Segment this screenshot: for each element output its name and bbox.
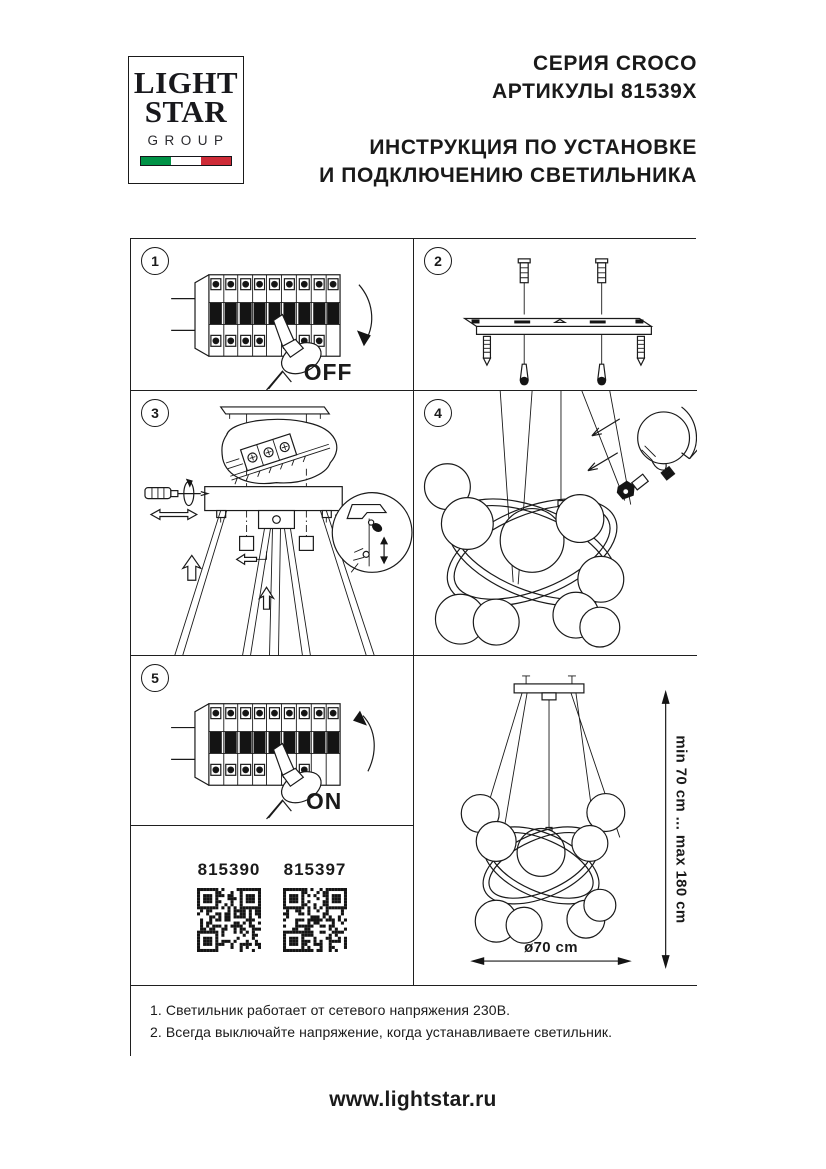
step2-number: 2 xyxy=(424,247,452,275)
logo-star: STAR xyxy=(144,93,228,129)
off-label: OFF xyxy=(303,359,353,386)
step4-panel xyxy=(414,391,697,656)
qr-item-left xyxy=(197,860,261,952)
step4-chandelier-drawing xyxy=(414,391,697,655)
series-title: СЕРИЯ CROCO xyxy=(533,52,697,75)
step3-number: 3 xyxy=(141,399,169,427)
italian-flag-icon xyxy=(140,156,232,166)
qr-panel xyxy=(131,826,414,986)
screwdriver-icon xyxy=(145,479,208,506)
up-arrow-icon xyxy=(183,555,201,580)
articles-title: АРТИКУЛЫ 81539X xyxy=(492,79,697,103)
instruction-title-line2: И ПОДКЛЮЧЕНИЮ СВЕТИЛЬНИКА xyxy=(319,164,697,188)
lightstar-logo xyxy=(128,56,244,184)
lamp-socket-icon xyxy=(617,474,648,499)
dowel-left-icon xyxy=(518,259,530,315)
left-arrow-icon xyxy=(237,554,257,564)
diameter-label: ø70 cm xyxy=(524,939,578,957)
step3-panel xyxy=(131,391,414,656)
dimensions-panel xyxy=(414,656,697,986)
qr-code-right xyxy=(283,888,347,952)
height-dimension xyxy=(662,690,690,969)
step1-breaker-off-drawing xyxy=(131,239,413,390)
logo-group: GROUP xyxy=(147,133,230,149)
glass-sphere-icon xyxy=(638,412,690,464)
notes-panel xyxy=(131,986,697,1057)
website-url: www.lightstar.ru xyxy=(329,1088,497,1111)
flag-red xyxy=(201,157,231,165)
instruction-grid xyxy=(130,238,696,1056)
slide-arrow-icon xyxy=(151,510,197,520)
step5-breaker-on-drawing xyxy=(131,656,413,825)
instruction-title-line1: ИНСТРУКЦИЯ ПО УСТАНОВКЕ xyxy=(369,136,697,160)
step4-number: 4 xyxy=(424,399,452,427)
end-screw-left-icon xyxy=(483,336,490,365)
diameter-dimension xyxy=(470,939,632,965)
note-2: 2. Всегда выключайте напряжение, когда устанавливаете светильник. xyxy=(150,1024,613,1041)
end-screw-right-icon xyxy=(637,336,644,365)
qr-code-left-label: 815390 xyxy=(197,859,261,879)
screw-left-icon xyxy=(520,334,529,385)
note-1: 1. Светильник работает от сетевого напряжения 230В. xyxy=(150,1002,511,1018)
screw-right-icon xyxy=(597,334,606,385)
step5-panel xyxy=(131,656,414,826)
step3-assembly-drawing xyxy=(131,391,413,655)
insert-arrow2-icon xyxy=(588,453,618,471)
on-label: ON xyxy=(306,788,343,815)
dimensions-drawing xyxy=(414,656,697,985)
step1-number: 1 xyxy=(141,247,169,275)
height-range-label: min 70 cm ... max 180 cm xyxy=(672,735,690,924)
qr-item-right xyxy=(283,860,347,952)
header-titles xyxy=(319,50,697,190)
step2-panel xyxy=(414,239,697,391)
logo-light: LIGHT xyxy=(133,65,239,100)
qr-code-right-label: 815397 xyxy=(283,859,347,879)
step1-panel xyxy=(131,239,414,391)
flag-green xyxy=(141,157,171,165)
step2-bracket-drawing xyxy=(414,239,697,390)
qr-code-left xyxy=(197,888,261,952)
flag-white xyxy=(171,157,201,165)
step5-number: 5 xyxy=(141,664,169,692)
dowel-right-icon xyxy=(596,259,608,315)
